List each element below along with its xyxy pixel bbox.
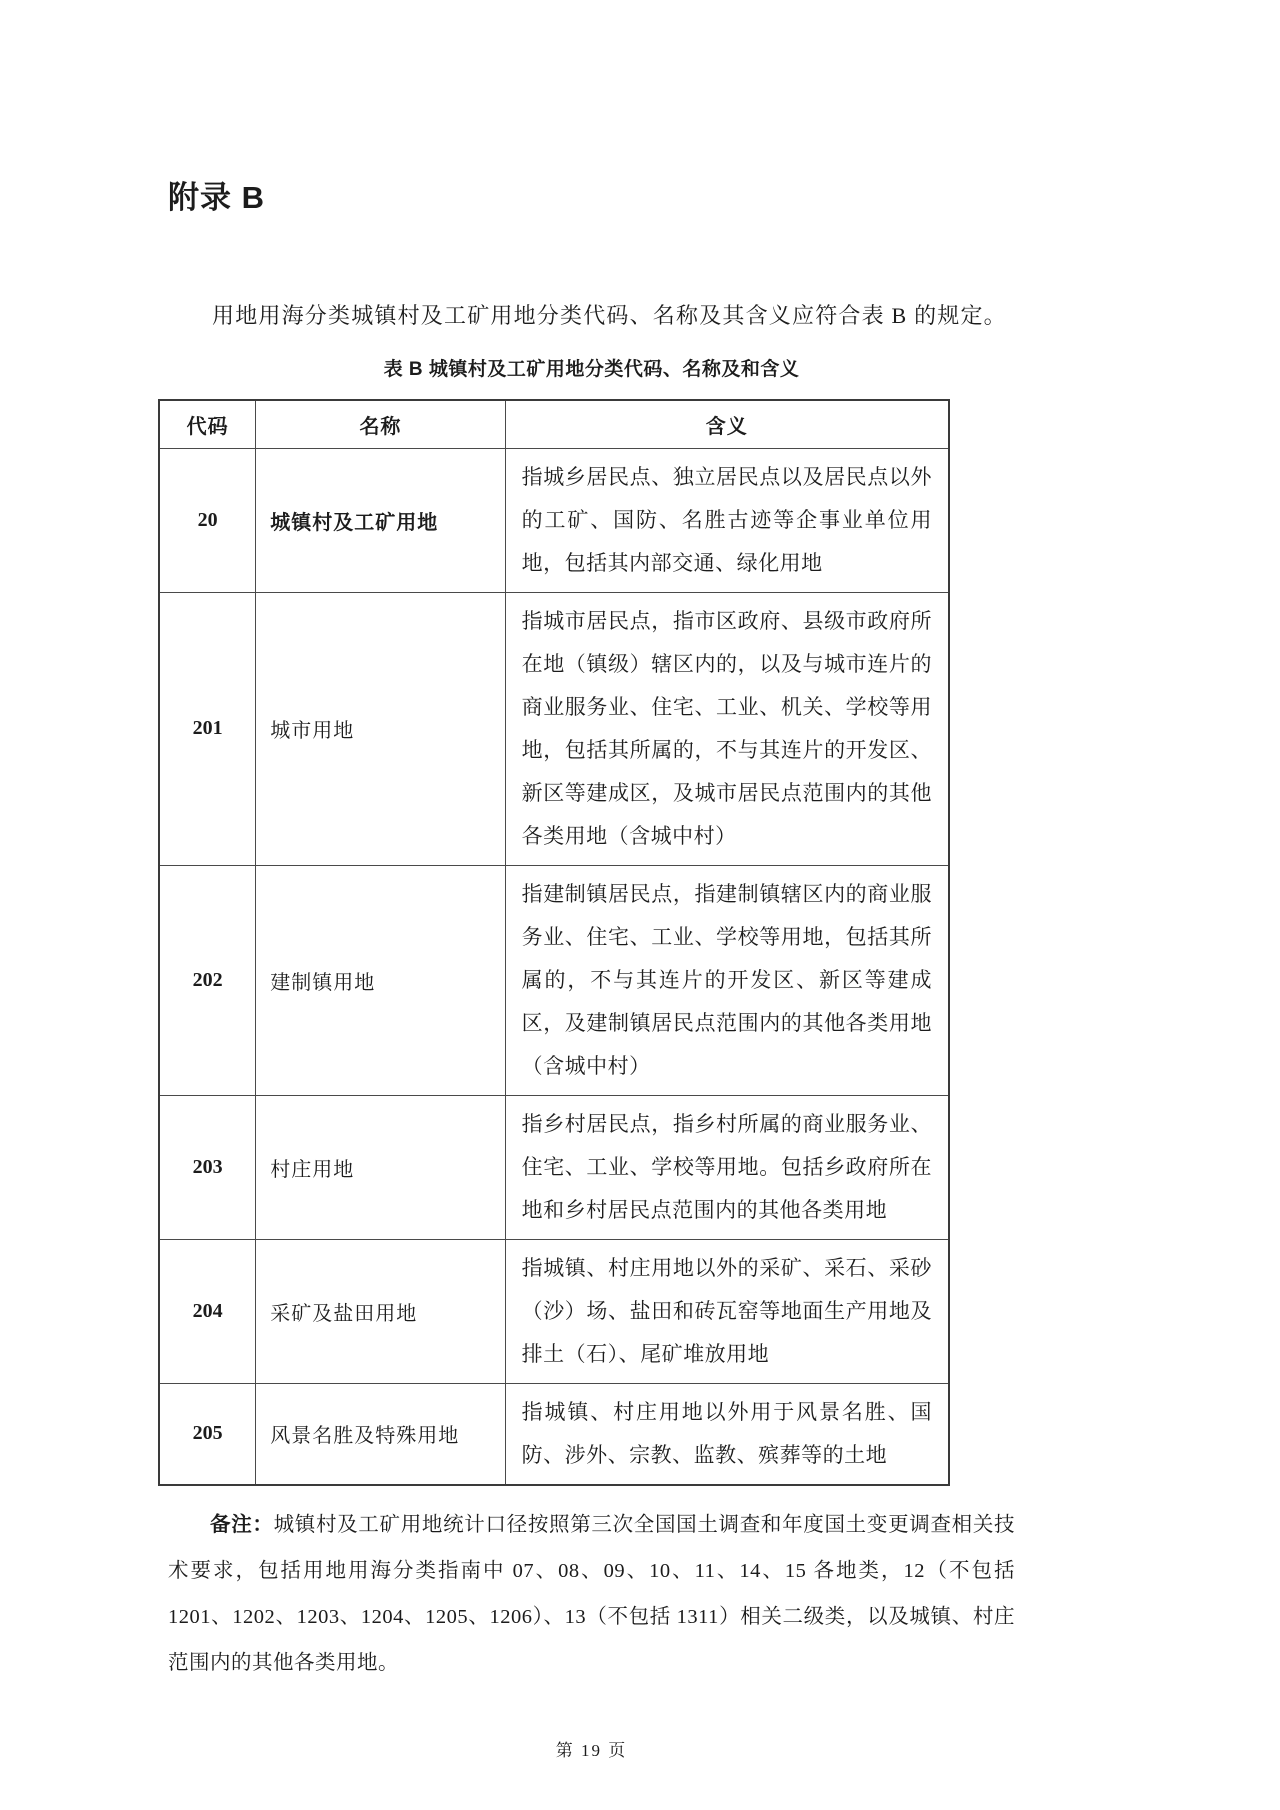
cell-name: 村庄用地 [256,1095,505,1239]
cell-name: 城镇村及工矿用地 [256,448,505,592]
table-row [159,1383,949,1485]
intro-paragraph: 用地用海分类城镇村及工矿用地分类代码、名称及其含义应符合表 B 的规定。 [212,303,1007,328]
appendix-title: 附录 B [168,180,265,215]
content-area [168,300,1015,1686]
table-row [159,592,949,865]
note-label: 备注： [210,1512,274,1536]
note-text: 城镇村及工矿用地统计口径按照第三次全国国土调查和年度国土变更调查相关技术要求，包括用地用海分类指南中 07、08、09、10、11、14、15 各地类，12（不包括 1201、1202、1203、1204、1205、1206）、13（不包括 1311）相关二级类，以及城镇、村庄范围内的其他各类用地。 [168,1513,1016,1674]
cell-code: 204 [159,1239,256,1383]
cell-name: 采矿及盐田用地 [256,1239,505,1383]
table-row [159,1239,949,1383]
column-header-meaning: 含义 [505,400,949,448]
cell-meaning: 指城市居民点，指市区政府、县级市政府所在地（镇级）辖区内的，以及与城市连片的商业服务业、住宅、工业、机关、学校等用地，包括其所属的，不与其连片的开发区、新区等建成区，及城市居民点范围内的其他各类用地（含城中村） [505,592,949,865]
note-paragraph [168,1502,1015,1686]
cell-meaning: 指城镇、村庄用地以外的采矿、采石、采砂（沙）场、盐田和砖瓦窑等地面生产用地及排土（石）、尾矿堆放用地 [505,1239,949,1383]
cell-code: 20 [159,448,256,592]
land-classification-table [158,399,950,1486]
table-caption: 表 B 城镇村及工矿用地分类代码、名称及和含义 [383,359,800,380]
column-header-code: 代码 [159,400,256,448]
page-number: 第 19 页 [555,1741,628,1760]
column-header-name: 名称 [256,400,505,448]
cell-code: 201 [159,592,256,865]
cell-code: 202 [159,865,256,1095]
cell-meaning: 指城镇、村庄用地以外用于风景名胜、国防、涉外、宗教、监教、殡葬等的土地 [505,1383,949,1485]
cell-name: 风景名胜及特殊用地 [256,1383,505,1485]
cell-name: 城市用地 [256,592,505,865]
cell-code: 205 [159,1383,256,1485]
table-row [159,1095,949,1239]
cell-code: 203 [159,1095,256,1239]
cell-name: 建制镇用地 [256,865,505,1095]
cell-meaning: 指乡村居民点，指乡村所属的商业服务业、住宅、工业、学校等用地。包括乡政府所在地和乡村居民点范围内的其他各类用地 [505,1095,949,1239]
cell-meaning: 指城乡居民点、独立居民点以及居民点以外的工矿、国防、名胜古迹等企事业单位用地，包括其内部交通、绿化用地 [505,448,949,592]
table-header-row [159,400,949,448]
table-row [159,448,949,592]
cell-meaning: 指建制镇居民点，指建制镇辖区内的商业服务业、住宅、工业、学校等用地，包括其所属的，不与其连片的开发区、新区等建成区，及建制镇居民点范围内的其他各类用地（含城中村） [505,865,949,1095]
table-row [159,865,949,1095]
